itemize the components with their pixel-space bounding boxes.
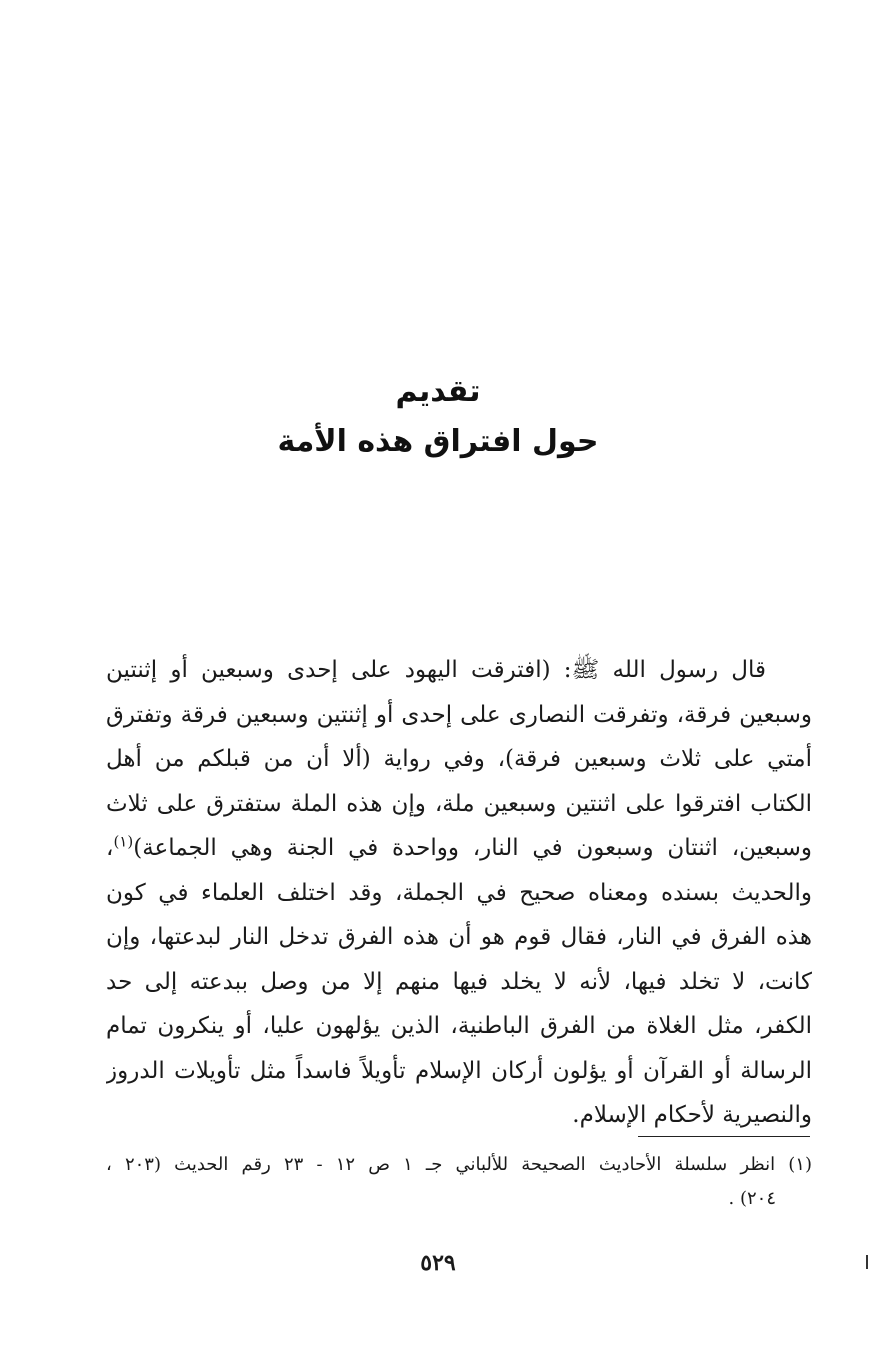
- page-number: ٥٢٩: [420, 1250, 456, 1276]
- body-line-9: الكفر، مثل الغلاة من الفرق الباطنية، الذين يؤلهون عليا، أو ينكرون تمام: [106, 1013, 812, 1039]
- footnote: [106, 1148, 812, 1216]
- footnote-reference: (١): [113, 832, 134, 851]
- body-line-10: الرسالة أو القرآن أو يؤلون أركان الإسلام تأويلاً فاسداً مثل تأويلات الدروز: [106, 1057, 812, 1084]
- body-line-8: كانت، لا تخلد فيها، لأنه لا يخلد فيها منهم إلا من وصل ببدعته إلى حد: [106, 968, 812, 995]
- scan-edge-mark: [866, 1255, 868, 1269]
- footnote-line-2: ٢٠٤) .: [728, 1188, 776, 1209]
- section-subtitle: حول افتراق هذه الأمة: [277, 424, 599, 459]
- body-line-7: هذه الفرق في النار، فقال قوم هو أن هذه الفرق تدخل النار لبدعتها، وإن: [106, 924, 812, 950]
- body-line-5: [106, 826, 812, 871]
- body-line-3: أمتي على ثلاث وسبعين فرقة)، وفي رواية (ألا أن من قبلكم من أهل: [106, 746, 812, 772]
- footnote-line-1: (١) انظر سلسلة الأحاديث الصحيحة للألباني جـ ١ ص ١٢ - ٢٣ رقم الحديث (٢٠٣ ،: [106, 1154, 812, 1175]
- footnote-divider: [638, 1136, 810, 1137]
- body-paragraph: [106, 648, 812, 1138]
- body-line-2: وسبعين فرقة، وتفرقت النصارى على إحدى أو إثنتين وسبعين فرقة وتفترق: [106, 701, 812, 728]
- body-line-6: والحديث بسنده ومعناه صحيح في الجملة، وقد اختلف العلماء في كون: [106, 879, 812, 906]
- footnote-reference-comma: ،: [106, 835, 114, 861]
- section-title: تقديم: [395, 374, 481, 409]
- body-line-5-text: وسبعين، اثنتان وسبعون في النار، وواحدة في الجنة وهي الجماعة): [133, 835, 812, 861]
- body-line-11: والنصيرية لأحكام الإسلام.: [572, 1102, 812, 1128]
- body-line-4: الكتاب افترقوا على اثنتين وسبعين ملة، وإن هذه الملة ستفترق على ثلاث: [106, 790, 812, 817]
- body-line-1: قال رسول الله ﷺ: (افترقت اليهود على إحدى وسبعين أو إثنتين: [106, 657, 766, 683]
